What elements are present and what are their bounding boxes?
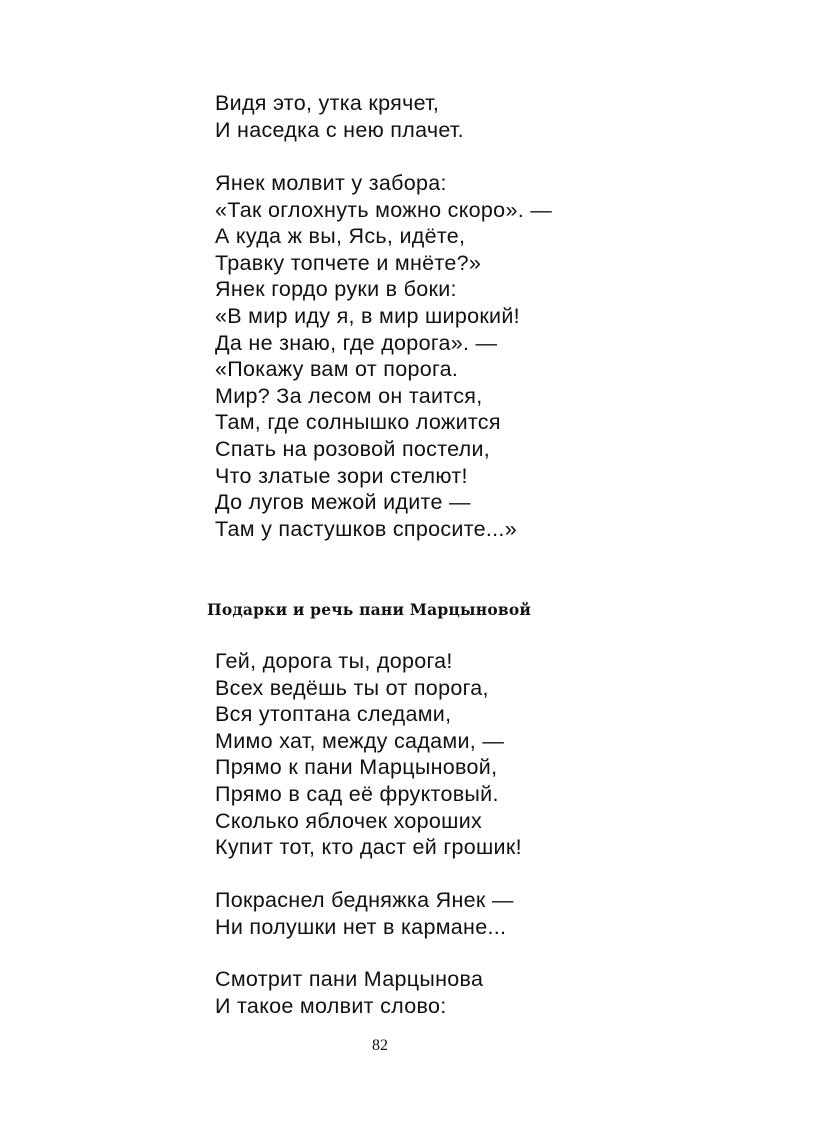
verse-line: Сколько яблочек хороших (215, 808, 483, 833)
verse-line: До лугов межой идите — (215, 490, 471, 515)
verse-line: Ни полушки нет в кармане... (215, 914, 507, 939)
verse-line: Гей, дорога ты, дорога! (215, 649, 453, 673)
verse-line: Смотрит пани Марцынова (215, 967, 484, 991)
verse-line: Спать на розовой постели, (215, 436, 491, 461)
verse-line: Там, где солнышко ложится (215, 410, 501, 435)
verse-line: И такое молвит слово: (215, 993, 447, 1018)
verse-line: Янек молвит у забора: (215, 171, 447, 195)
verse-line: «В мир иду я, в мир широкий! (215, 303, 520, 328)
stanza-2 (215, 170, 552, 542)
stanza-5 (215, 966, 483, 1019)
verse-line: Прямо к пани Марцыновой, (215, 755, 498, 780)
verse-line: Прямо в сад её фруктовый. (215, 781, 499, 806)
verse-line: Травку топчете и мнёте?» (215, 250, 482, 275)
verse-line: Купит тот, кто даст ей грошик! (215, 835, 522, 860)
verse-line: Да не знаю, где дорога». — (215, 330, 498, 355)
verse-line: Покраснел бедняжка Янек — (215, 888, 514, 912)
verse-line: А куда ж вы, Ясь, идёте, (215, 224, 466, 249)
verse-line: Янек гордо руки в боки: (215, 277, 457, 302)
section-heading: Подарки и речь пани Марцыновой (207, 600, 532, 619)
stanza-4 (215, 887, 514, 940)
verse-line: Вся утоптана следами, (215, 702, 452, 727)
page-number: 82 (372, 1037, 388, 1054)
verse-line: Там у пастушков спросите...» (215, 516, 517, 541)
verse-line: Что златые зори стелют! (215, 463, 468, 488)
verse-line: «Так оглохнуть можно скоро». — (215, 197, 553, 222)
verse-line: И наседка с нею плачет. (215, 117, 464, 142)
verse-line: «Покажу вам от порога. (215, 357, 459, 382)
stanza-3 (215, 648, 522, 861)
verse-line: Всех ведёшь ты от порога, (215, 675, 489, 700)
stanza-1 (215, 90, 464, 143)
verse-line: Мир? За лесом он таится, (215, 383, 483, 408)
verse-line: Мимо хат, между садами, — (215, 728, 505, 753)
verse-line: Видя это, утка крячет, (215, 91, 440, 115)
